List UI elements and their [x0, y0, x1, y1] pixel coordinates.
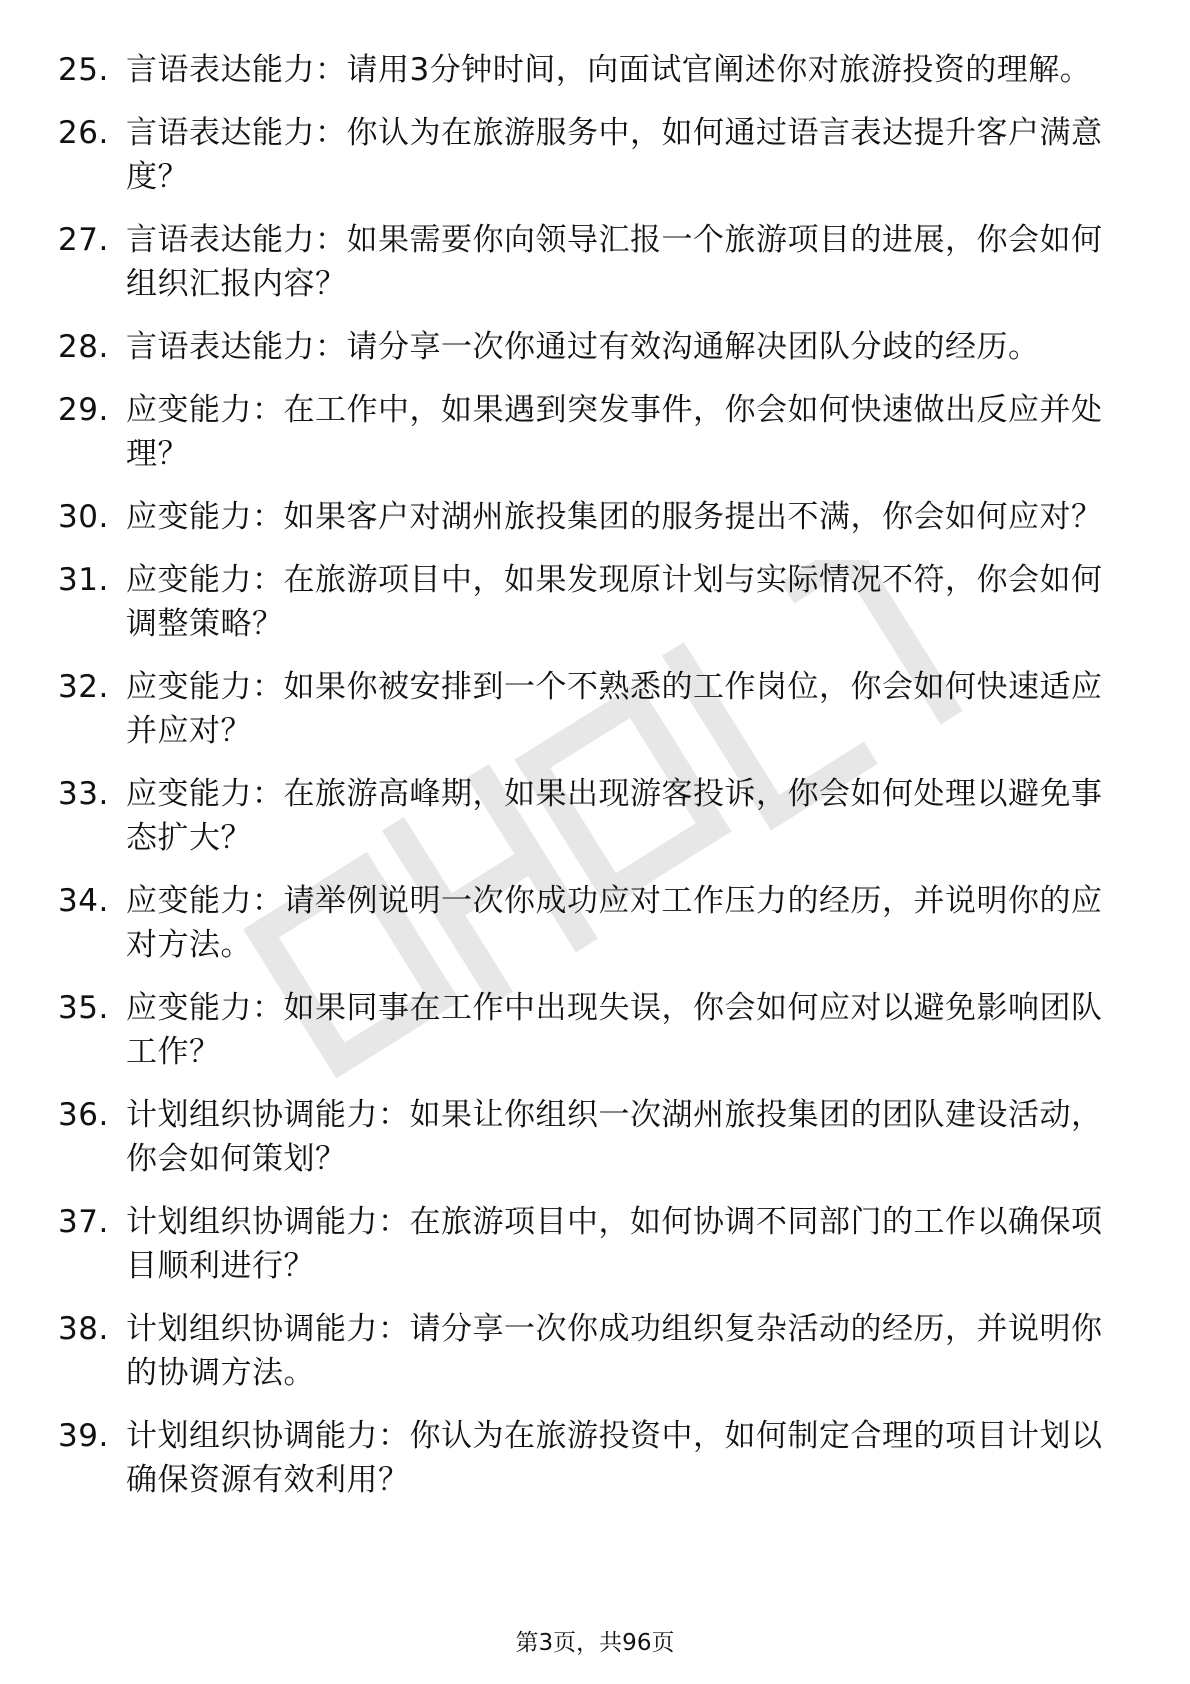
question-item — [58, 986, 1138, 1074]
question-item — [58, 48, 1138, 92]
question-number: 31. — [58, 562, 109, 598]
question-number: 27. — [58, 222, 109, 258]
question-number: 33. — [58, 776, 109, 812]
question-item — [58, 218, 1138, 306]
question-text: 计划组织协调能力：你认为在旅游投资中，如何制定合理的项目计划以确保资源有效利用？ — [126, 1418, 1103, 1498]
question-number: 32. — [58, 669, 109, 705]
question-item — [58, 1307, 1138, 1395]
question-number: 29. — [58, 392, 109, 428]
question-number: 30. — [58, 499, 109, 535]
question-item — [58, 772, 1138, 860]
question-text: 应变能力：请举例说明一次你成功应对工作压力的经历，并说明你的应对方法。 — [126, 883, 1103, 963]
question-item — [58, 1200, 1138, 1288]
question-text: 言语表达能力：如果需要你向领导汇报一个旅游项目的进展，你会如何组织汇报内容？ — [126, 222, 1103, 302]
question-number: 39. — [58, 1418, 109, 1454]
question-text: 应变能力：在旅游高峰期，如果出现游客投诉，你会如何处理以避免事态扩大？ — [126, 776, 1103, 856]
question-text: 应变能力：如果客户对湖州旅投集团的服务提出不满，你会如何应对？ — [126, 499, 1103, 535]
question-item — [58, 1093, 1138, 1181]
question-list — [58, 48, 1138, 1521]
question-number: 34. — [58, 883, 109, 919]
question-number: 25. — [58, 52, 109, 88]
question-item — [58, 665, 1138, 753]
question-text: 计划组织协调能力：如果让你组织一次湖州旅投集团的团队建设活动，你会如何策划？ — [126, 1097, 1103, 1177]
question-item — [58, 1414, 1138, 1502]
question-text: 言语表达能力：你认为在旅游服务中，如何通过语言表达提升客户满意度？ — [126, 115, 1103, 195]
question-text: 计划组织协调能力：请分享一次你成功组织复杂活动的经历，并说明你的协调方法。 — [126, 1311, 1103, 1391]
question-text: 应变能力：如果同事在工作中出现失误，你会如何应对以避免影响团队工作？ — [126, 990, 1103, 1070]
question-number: 38. — [58, 1311, 109, 1347]
question-text: 言语表达能力：请用3分钟时间，向面试官阐述你对旅游投资的理解。 — [126, 52, 1092, 88]
question-number: 28. — [58, 329, 109, 365]
question-number: 26. — [58, 115, 109, 151]
question-item — [58, 388, 1138, 476]
question-text: 应变能力：在旅游项目中，如果发现原计划与实际情况不符，你会如何调整策略？ — [126, 562, 1103, 642]
question-text: 计划组织协调能力：在旅游项目中，如何协调不同部门的工作以确保项目顺利进行？ — [126, 1204, 1103, 1284]
question-text: 应变能力：如果你被安排到一个不熟悉的工作岗位，你会如何快速适应并应对？ — [126, 669, 1103, 749]
question-text: 言语表达能力：请分享一次你通过有效沟通解决团队分歧的经历。 — [126, 329, 1040, 365]
question-number: 37. — [58, 1204, 109, 1240]
question-item — [58, 325, 1138, 369]
question-number: 35. — [58, 990, 109, 1026]
page-footer: 第3页，共96页 — [515, 1630, 675, 1656]
question-text: 应变能力：在工作中，如果遇到突发事件，你会如何快速做出反应并处理？ — [126, 392, 1103, 472]
question-item — [58, 495, 1138, 539]
question-item — [58, 558, 1138, 646]
question-item — [58, 879, 1138, 967]
question-number: 36. — [58, 1097, 109, 1133]
question-item — [58, 111, 1138, 199]
